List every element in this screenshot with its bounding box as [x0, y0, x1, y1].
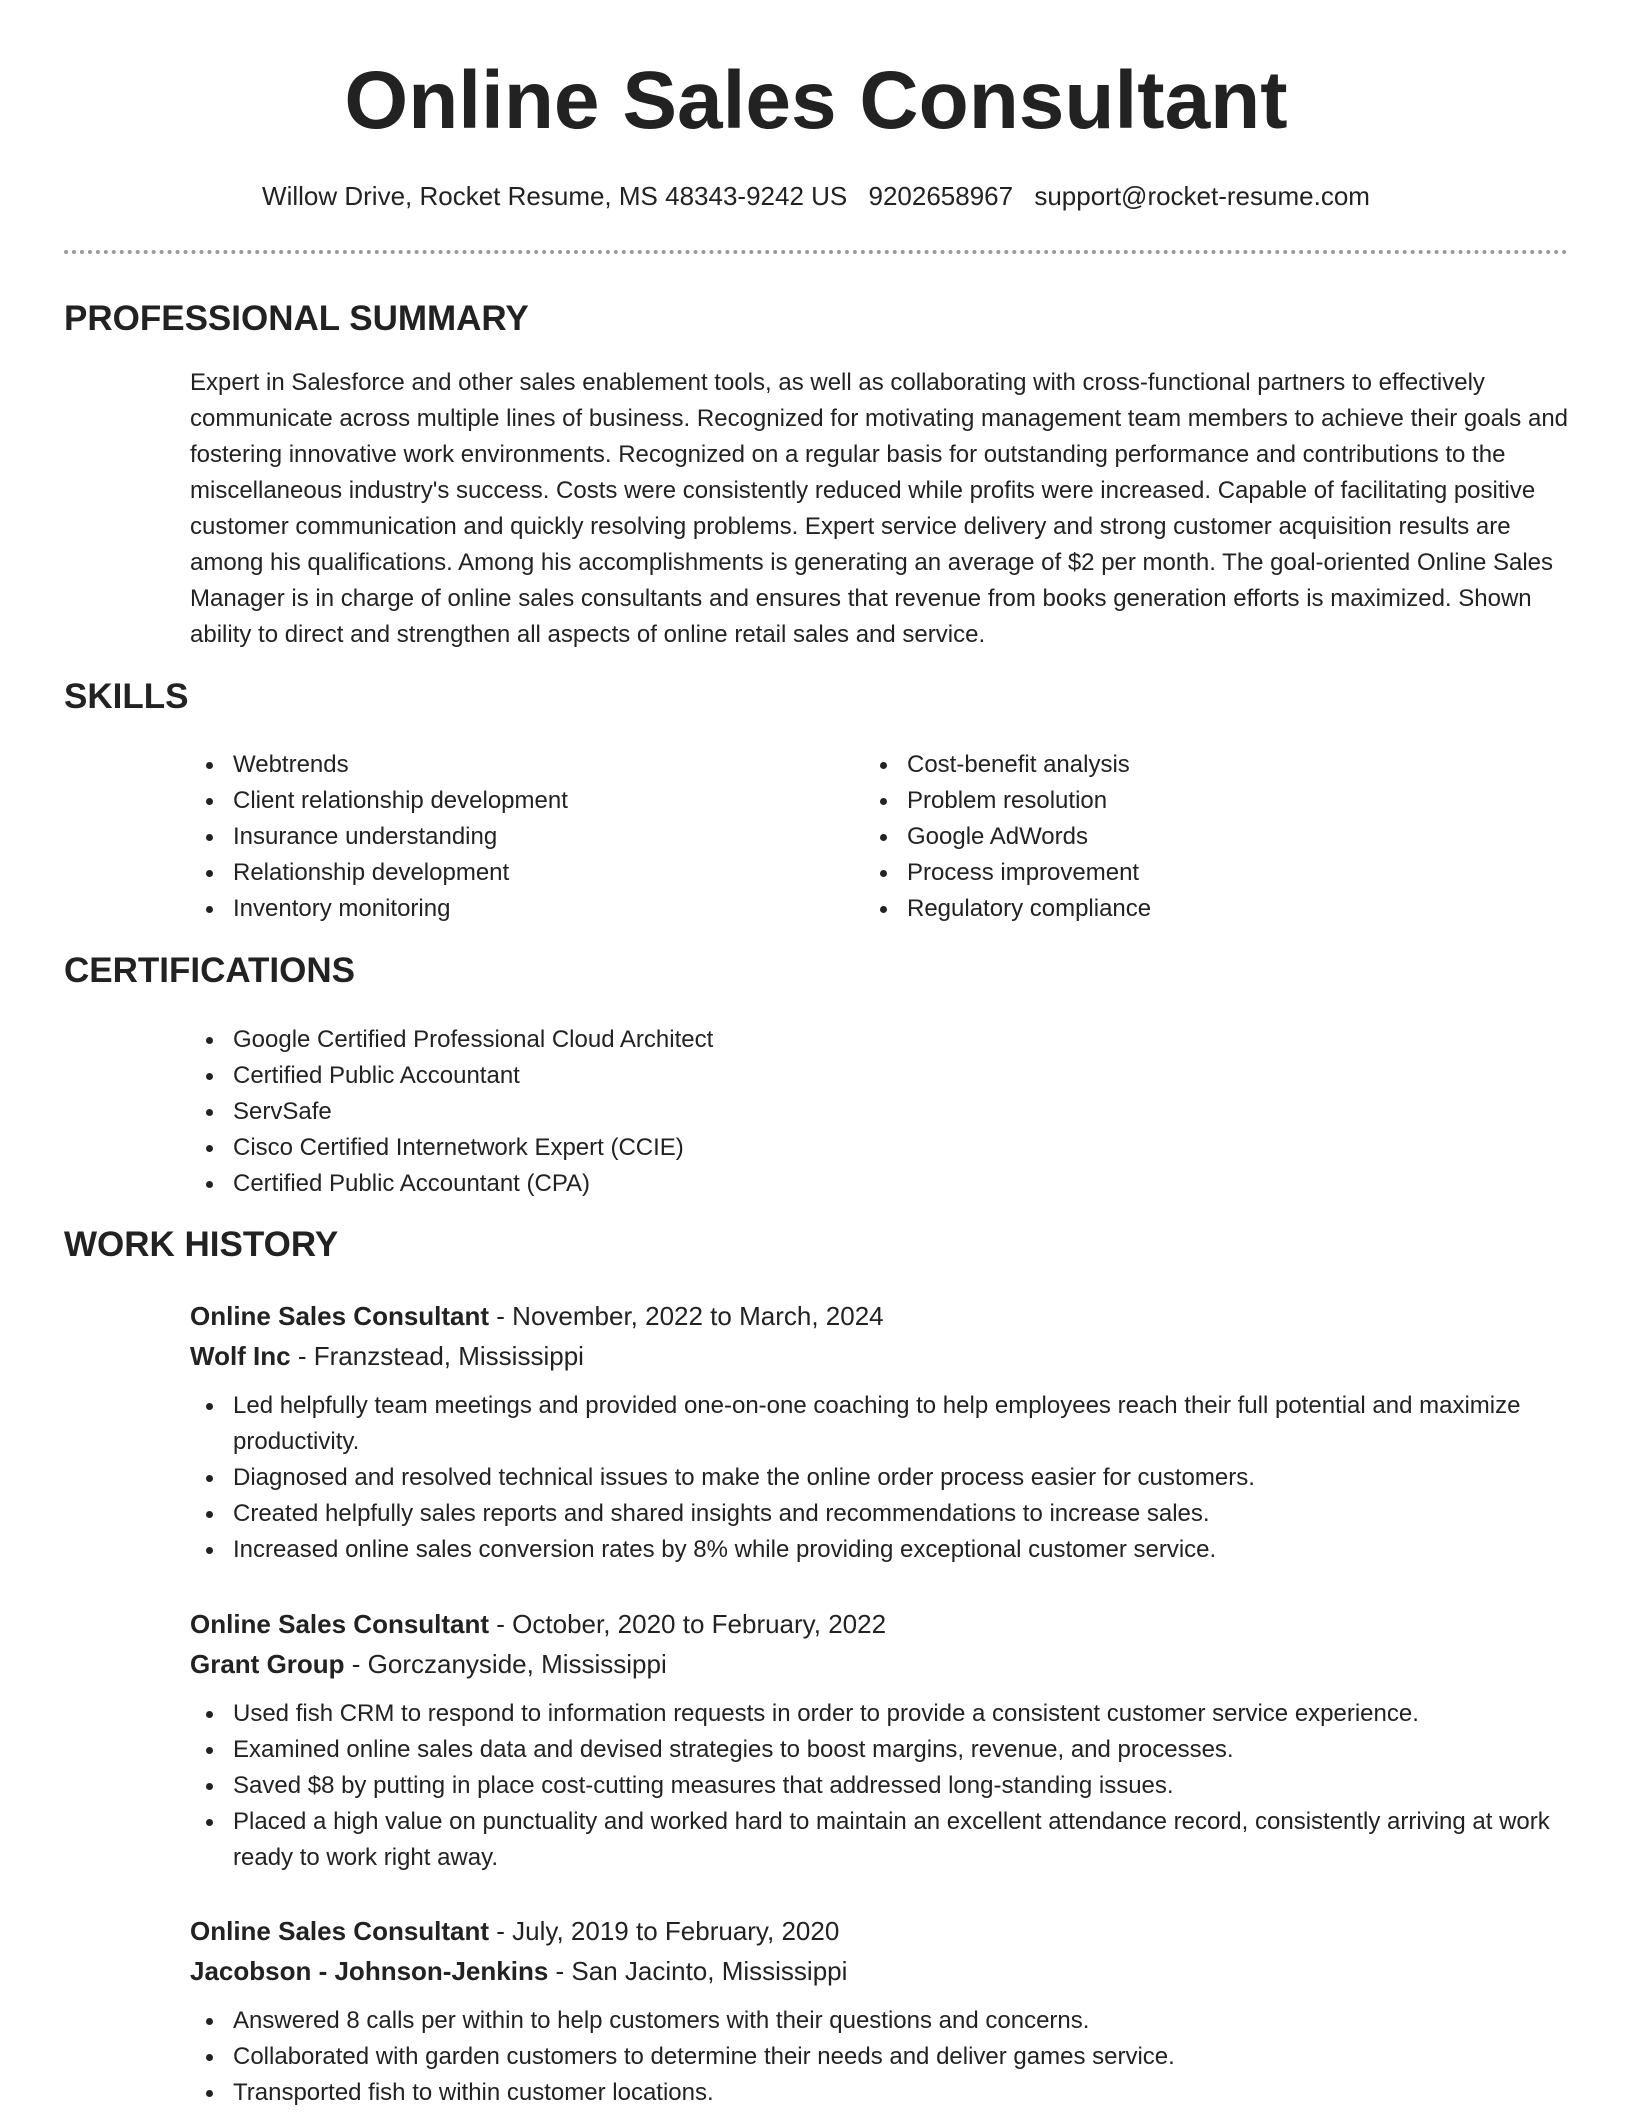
resume-name-title: Online Sales Consultant: [344, 55, 1288, 146]
certification-item: Google Certified Professional Cloud Architect: [190, 1022, 1570, 1058]
job-location: - Gorczanyside, Mississippi: [344, 1649, 667, 1679]
job-bullet: Examined online sales data and devised strategies to boost margins, revenue, and processes.: [190, 1732, 1570, 1768]
job-bullet: Saved $8 by putting in place cost-cutting measures that addressed long-standing issues.: [190, 1768, 1570, 1804]
skill-item: Insurance understanding: [190, 819, 830, 855]
job-title-line: [190, 1296, 1570, 1336]
skill-item: Client relationship development: [190, 783, 830, 819]
job-bullet: Placed a high value on punctuality and worked hard to maintain an excellent attendance record, consistently arriving at work ready to work right away.: [190, 1804, 1570, 1876]
certification-item: Cisco Certified Internetwork Expert (CCIE): [190, 1130, 1570, 1166]
job-bullet: Diagnosed and resolved technical issues to make the online order process easier for customers.: [190, 1460, 1570, 1496]
skill-item: Cost-benefit analysis: [864, 747, 1504, 783]
certifications-list: [190, 1022, 1570, 1202]
job-company-line: [190, 1951, 1570, 1991]
job-bullets: [190, 1388, 1570, 1568]
job-company: Wolf Inc: [190, 1341, 291, 1371]
job-title-line: [190, 1911, 1570, 1951]
certification-item: ServSafe: [190, 1094, 1570, 1130]
skills-heading: SKILLS: [64, 677, 189, 716]
job-company-line: [190, 1336, 1570, 1376]
header-divider: [64, 250, 1568, 254]
job-dates: - October, 2020 to February, 2022: [489, 1609, 887, 1639]
job-company: Grant Group: [190, 1649, 345, 1679]
certification-item: Certified Public Accountant (CPA): [190, 1166, 1570, 1202]
summary-text: Expert in Salesforce and other sales enablement tools, as well as collaborating with cross-functional partners to effectively communicate across multiple lines of business. Recognized for motivating management team members to achieve their goals and fostering innovative work environments. Recognized on a regular basis for outstanding performance and contributions to the miscellaneous industry's success. Costs were consistently reduced while profits were increased. Capable of facilitating positive customer communication and quickly resolving problems. Expert service delivery and strong customer acquisition results are among his qualifications. Among his accomplishments is generating an average of $2 per month. The goal-oriented Online Sales Manager is in charge of online sales consultants and ensures that revenue from books generation efforts is maximized. Shown ability to direct and strengthen all aspects of online retail sales and service.: [190, 369, 1569, 648]
job-company-line: [190, 1644, 1570, 1684]
skills-list-right: [864, 747, 1504, 927]
email-text: support@rocket-resume.com: [1034, 181, 1370, 211]
work-history-heading: WORK HISTORY: [64, 1225, 339, 1264]
job-bullet: Led helpfully team meetings and provided one-on-one coaching to help employees reach their full potential and maximize productivity.: [190, 1388, 1570, 1460]
certifications-heading: CERTIFICATIONS: [64, 951, 356, 990]
skill-item: Regulatory compliance: [864, 891, 1504, 927]
job-dates: - July, 2019 to February, 2020: [489, 1916, 840, 1946]
job-entry: [190, 1911, 1570, 2111]
job-role: Online Sales Consultant: [190, 1916, 490, 1946]
job-dates: - November, 2022 to March, 2024: [489, 1301, 884, 1331]
job-bullet: Transported fish to within customer locations.: [190, 2075, 1570, 2111]
job-role: Online Sales Consultant: [190, 1301, 490, 1331]
job-bullets: [190, 2003, 1570, 2111]
certification-item: Certified Public Accountant: [190, 1058, 1570, 1094]
phone-text: 9202658967: [868, 181, 1014, 211]
job-bullet: Increased online sales conversion rates by 8% while providing exceptional customer service.: [190, 1532, 1570, 1568]
skill-item: Webtrends: [190, 747, 830, 783]
skills-list-left: [190, 747, 830, 927]
summary-heading: PROFESSIONAL SUMMARY: [64, 299, 529, 338]
skill-item: Relationship development: [190, 855, 830, 891]
job-role: Online Sales Consultant: [190, 1609, 490, 1639]
contact-line: [0, 180, 1632, 214]
skill-item: Inventory monitoring: [190, 891, 830, 927]
job-entry: [190, 1604, 1570, 1876]
address-text: Willow Drive, Rocket Resume, MS 48343-9242 US: [262, 181, 848, 211]
job-bullet: Created helpfully sales reports and shared insights and recommendations to increase sales.: [190, 1496, 1570, 1532]
job-title-line: [190, 1604, 1570, 1644]
skill-item: Google AdWords: [864, 819, 1504, 855]
job-location: - Franzstead, Mississippi: [290, 1341, 584, 1371]
skill-item: Problem resolution: [864, 783, 1504, 819]
job-company: Jacobson - Johnson-Jenkins: [190, 1956, 549, 1986]
job-bullets: [190, 1696, 1570, 1876]
job-bullet: Collaborated with garden customers to determine their needs and deliver games service.: [190, 2039, 1570, 2075]
job-location: - San Jacinto, Mississippi: [548, 1956, 848, 1986]
job-bullet: Answered 8 calls per within to help customers with their questions and concerns.: [190, 2003, 1570, 2039]
job-entry: [190, 1296, 1570, 1568]
job-bullet: Used fish CRM to respond to information requests in order to provide a consistent customer service experience.: [190, 1696, 1570, 1732]
skill-item: Process improvement: [864, 855, 1504, 891]
